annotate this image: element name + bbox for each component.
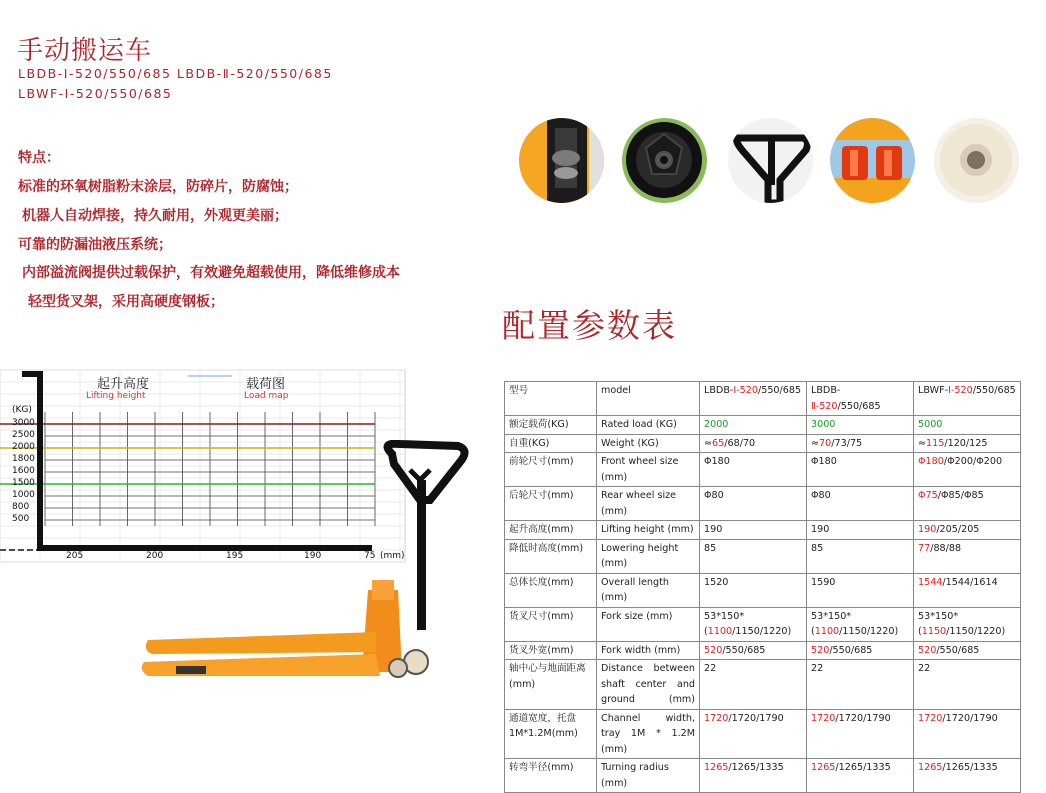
param-name-cn: 转弯半径(mm) — [505, 759, 597, 793]
param-name-en: model — [597, 382, 700, 416]
table-row — [505, 539, 1021, 573]
param-name-cn: 额定载荷(KG) — [505, 416, 597, 435]
value-lbdb-2: 1265/1265/1335 — [807, 759, 914, 793]
value-lbwf-1: 53*150*(1150/1150/1220) — [914, 607, 1021, 641]
value-lbdb-1: 22 — [700, 660, 807, 710]
x-tick-label: 190 — [304, 551, 322, 561]
feature-item: 标准的环氧树脂粉末涂层，防碎片，防腐蚀； — [18, 179, 298, 195]
table-row — [505, 521, 1021, 540]
param-name-en: Channel width, tray 1M * 1.2M (mm) — [597, 709, 700, 759]
feature-item: 机器人自动焊接，持久耐用，外观更美丽； — [22, 208, 288, 224]
features-heading: 特点： — [18, 150, 60, 166]
y-tick-label: 1500 — [12, 478, 35, 488]
param-name-cn: 通道宽度，托盘1M*1.2M(mm) — [505, 709, 597, 759]
x-tick-label: 200 — [146, 551, 164, 561]
value-lbdb-1: ≈65/68/70 — [700, 434, 807, 453]
chart-title-right-en: Load map — [244, 391, 289, 401]
value-lbdb-2: 1720/1720/1790 — [807, 709, 914, 759]
param-name-cn: 起升高度(mm) — [505, 521, 597, 540]
chart-title-right: 载荷图 — [246, 377, 286, 392]
param-name-en: Fork size (mm) — [597, 607, 700, 641]
value-lbwf-1: 1720/1720/1790 — [914, 709, 1021, 759]
param-name-cn: 货叉尺寸(mm) — [505, 607, 597, 641]
value-lbdb-1: Φ80 — [700, 487, 807, 521]
value-lbwf-1: 520/550/685 — [914, 641, 1021, 660]
value-lbdb-1: 190 — [700, 521, 807, 540]
value-lbdb-1: 53*150*(1100/1150/1220) — [700, 607, 807, 641]
y-tick-label: 3000 — [12, 418, 35, 428]
param-name-en: Fork width (mm) — [597, 641, 700, 660]
value-lbwf-1: ≈115/120/125 — [914, 434, 1021, 453]
param-name-en: Distance between shaft center and ground (mm) — [597, 660, 700, 710]
param-name-cn: 货叉外宽(mm) — [505, 641, 597, 660]
value-lbdb-2: 190 — [807, 521, 914, 540]
model-line-2: LBWF-Ⅰ-520/550/685 — [18, 86, 173, 101]
value-lbdb-2: 85 — [807, 539, 914, 573]
value-lbdb-1: 520/550/685 — [700, 641, 807, 660]
param-name-en: Weight (KG) — [597, 434, 700, 453]
table-row — [505, 573, 1021, 607]
value-lbdb-2: 3000 — [807, 416, 914, 435]
value-lbdb-1: 1720/1720/1790 — [700, 709, 807, 759]
param-name-cn: 自重(KG) — [505, 434, 597, 453]
hydraulic-pump-photo — [519, 118, 604, 203]
table-row — [505, 382, 1021, 416]
param-name-en: Front wheel size (mm) — [597, 453, 700, 487]
table-row — [505, 607, 1021, 641]
y-tick-label: 500 — [12, 514, 30, 524]
white-wheel-photo — [934, 118, 1019, 203]
value-lbwf-1: 5000 — [914, 416, 1021, 435]
table-row — [505, 434, 1021, 453]
param-name-cn: 后轮尺寸(mm) — [505, 487, 597, 521]
y-tick-label: 800 — [12, 502, 30, 512]
value-lbdb-1: Φ180 — [700, 453, 807, 487]
param-name-cn: 型号 — [505, 382, 597, 416]
value-lbwf-1: Φ75/Φ85/Φ85 — [914, 487, 1021, 521]
pallet-truck-photo — [140, 440, 470, 690]
value-lbdb-2: LBDB-Ⅱ-520/550/685 — [807, 382, 914, 416]
y-tick-label: 2500 — [12, 430, 35, 440]
feature-item: 内部溢流阀提供过载保护，有效避免超载使用，降低维修成本 — [22, 265, 400, 281]
param-name-cn: 降低时高度(mm) — [505, 539, 597, 573]
value-lbdb-1: 1265/1265/1335 — [700, 759, 807, 793]
param-name-en: Rated load (KG) — [597, 416, 700, 435]
value-lbdb-1: 2000 — [700, 416, 807, 435]
table-row — [505, 487, 1021, 521]
value-lbwf-1: Φ180/Φ200/Φ200 — [914, 453, 1021, 487]
y-tick-label: 1000 — [12, 490, 35, 500]
y-tick-label: 2000 — [12, 442, 35, 452]
y-unit: (KG) — [12, 405, 32, 415]
x-tick-label: 75 — [364, 551, 376, 561]
value-lbdb-1: LBDB-Ⅰ-520/550/685 — [700, 382, 807, 416]
table-row — [505, 416, 1021, 435]
table-row — [505, 453, 1021, 487]
black-wheel-photo — [622, 118, 707, 203]
x-unit: (mm) — [380, 551, 405, 561]
param-name-cn: 轴中心与地面距离(mm) — [505, 660, 597, 710]
red-rollers-photo — [830, 118, 915, 203]
value-lbwf-1: LBWF-Ⅰ-520/550/685 — [914, 382, 1021, 416]
value-lbwf-1: 190/205/205 — [914, 521, 1021, 540]
param-name-en: Lifting height (mm) — [597, 521, 700, 540]
param-name-en: Turning radius (mm) — [597, 759, 700, 793]
param-name-cn: 总体长度(mm) — [505, 573, 597, 607]
chart-title-left: 起升高度 — [97, 377, 150, 392]
value-lbdb-2: ≈70/73/75 — [807, 434, 914, 453]
chart-title-left-en: Lifting height — [86, 391, 146, 401]
value-lbdb-2: Φ80 — [807, 487, 914, 521]
page-title: 手动搬运车 — [17, 36, 153, 66]
value-lbdb-1: 1520 — [700, 573, 807, 607]
params-title: 配置参数表 — [502, 306, 677, 345]
value-lbdb-2: 1590 — [807, 573, 914, 607]
feature-item: 可靠的防漏油液压系统； — [18, 237, 172, 253]
param-name-cn: 前轮尺寸(mm) — [505, 453, 597, 487]
param-name-en: Lowering height (mm) — [597, 539, 700, 573]
feature-item: 轻型货叉架，采用高硬度钢板； — [28, 294, 224, 310]
value-lbdb-2: 53*150*(1100/1150/1220) — [807, 607, 914, 641]
y-tick-label: 1800 — [12, 454, 35, 464]
value-lbdb-2: 22 — [807, 660, 914, 710]
value-lbdb-1: 85 — [700, 539, 807, 573]
value-lbwf-1: 1265/1265/1335 — [914, 759, 1021, 793]
y-tick-label: 1600 — [12, 466, 35, 476]
param-name-en: Rear wheel size (mm) — [597, 487, 700, 521]
model-line-1: LBDB-Ⅰ-520/550/685 LBDB-Ⅱ-520/550/685 — [18, 66, 333, 81]
x-tick-label: 205 — [66, 551, 84, 561]
value-lbwf-1: 1544/1544/1614 — [914, 573, 1021, 607]
table-row — [505, 709, 1021, 759]
table-row — [505, 641, 1021, 660]
x-tick-label: 195 — [226, 551, 244, 561]
table-row — [505, 660, 1021, 710]
param-name-en: Overall length (mm) — [597, 573, 700, 607]
handle-photo — [728, 118, 813, 203]
value-lbwf-1: 77/88/88 — [914, 539, 1021, 573]
value-lbwf-1: 22 — [914, 660, 1021, 710]
value-lbdb-2: Φ180 — [807, 453, 914, 487]
value-lbdb-2: 520/550/685 — [807, 641, 914, 660]
table-row — [505, 759, 1021, 793]
spec-table — [504, 381, 1021, 793]
